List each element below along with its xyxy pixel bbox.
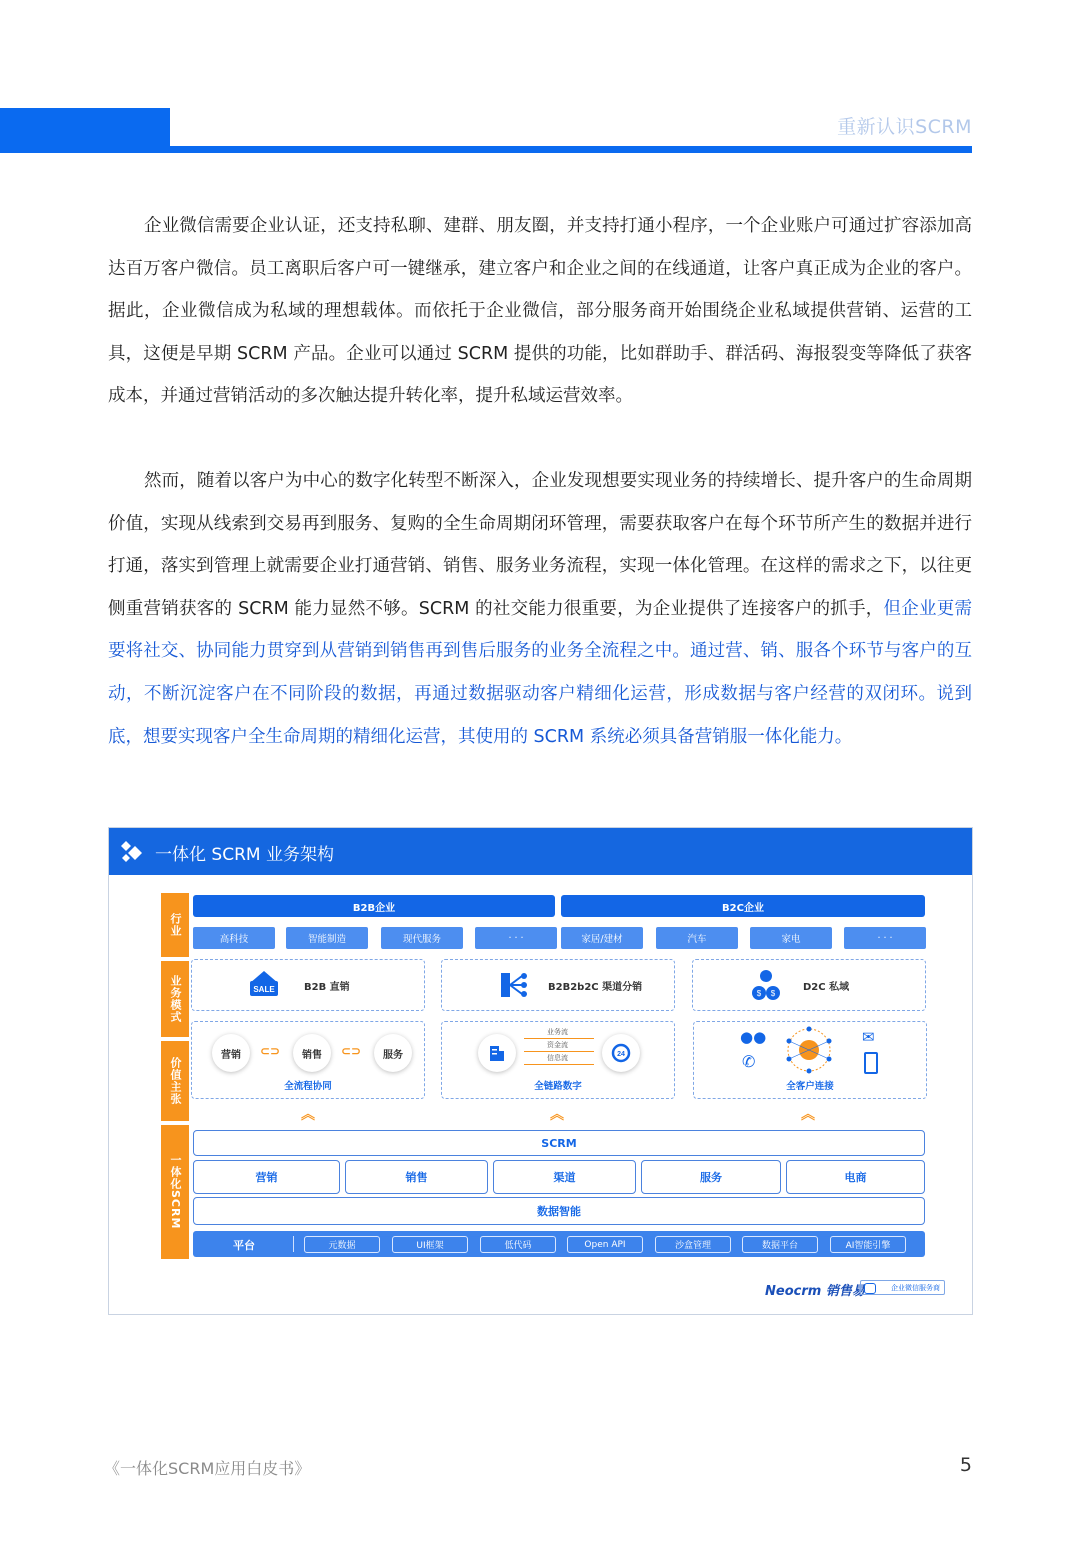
value-process-collab: [191, 1021, 425, 1099]
svg-text:$: $: [770, 989, 776, 998]
paragraph-1: 企业微信需要企业认证，还支持私聊、建群、朋友圈，并支持打通小程序，一个企业账户可通过扩容添加高达百万客户微信。员工离职后客户可一键继承，建立客户和企业之间的在线通道，让客户真正成为企业的客户。据此，企业微信成为私域的理想载体。而依托于企业微信，部分服务商开始围绕企业私域提供营销、运营的工具，这便是早期 SCRM 产品。企业可以通过 SCRM 提供的功能，比如群助手、群活码、海报裂变等降低了获客成本，并通过营销活动的多次触达提升转化率，提升私域运营效率。: [108, 216, 972, 407]
industry-chip: 现代服务: [381, 927, 463, 949]
platform-tag: 沙盒管理: [655, 1236, 731, 1253]
value-caption: 全客户连接: [786, 1081, 834, 1092]
platform-label: 平台: [233, 1239, 255, 1252]
data-intelligence-bar: 数据智能: [193, 1197, 925, 1225]
platform-bar: [193, 1231, 925, 1257]
figure-header: [109, 828, 972, 875]
architecture-figure: [108, 827, 973, 1315]
module-box: 渠道: [493, 1160, 636, 1194]
scrm-bar: SCRM: [193, 1130, 925, 1156]
side-label-industry: 行业: [161, 893, 189, 957]
platform-tag: 低代码: [480, 1236, 556, 1253]
svg-text:24: 24: [617, 1051, 625, 1058]
paragraph-2: [108, 460, 972, 758]
diamond-logo-icon: [120, 837, 148, 865]
value-digital-chain: [441, 1021, 675, 1099]
channel-network-icon: [498, 970, 532, 1000]
header-title: 重新认识SCRM: [837, 116, 972, 138]
link-icon: ⊂⊃: [341, 1044, 362, 1058]
wecom-provider-badge: [860, 1280, 945, 1295]
value-caption: 全流程协同: [284, 1081, 332, 1092]
paragraph-2-highlight: 但企业更需要将社交、协同能力贯穿到从营销到销售再到售后服务的业务全流程之中。通过营、销、服各个环节与客户的互动，不断沉淀客户在不同阶段的数据，再通过数据驱动客户精细化运营，形成数据与客户经营的双闭环。说到底，想要实现客户全生命周期的精细化运营，其使用的 SCRM 系统必须具备营销服一体化能力。: [108, 598, 973, 747]
industry-chip: 汽车: [656, 927, 738, 949]
module-box: 营销: [193, 1160, 340, 1194]
step-marketing: 营销: [212, 1034, 250, 1072]
page-number: 5: [959, 1454, 972, 1476]
platform-tag: Open API: [567, 1236, 643, 1253]
badge-label: 企业微信服务商: [891, 1283, 940, 1292]
industry-chip: · · ·: [844, 927, 926, 949]
platform-tag: AI智能引擎: [830, 1236, 906, 1253]
flow-label: 信息流: [547, 1054, 568, 1062]
brand-logo: Neocrm 销售易: [765, 1284, 865, 1299]
mode-d2c-private: [692, 959, 926, 1011]
building-icon: [478, 1034, 516, 1072]
svg-text:$: $: [756, 989, 762, 998]
value-caption: 全链路数字: [534, 1081, 582, 1092]
value-customer-connect: [693, 1021, 927, 1099]
step-sales: 销售: [293, 1034, 331, 1072]
figure-title: 一体化 SCRM 业务架构: [155, 845, 334, 865]
phone-icon: ✆: [742, 1052, 756, 1071]
module-box: 电商: [786, 1160, 925, 1194]
industry-chip: 家电: [750, 927, 832, 949]
header-rule: [0, 146, 972, 153]
footer-book-title: 《一体化SCRM应用白皮书》: [104, 1459, 311, 1478]
mail-icon: ✉: [862, 1028, 875, 1046]
flow-arrow: [524, 1051, 594, 1052]
mode-b2b-direct: [191, 959, 425, 1011]
mode-label: B2B2b2C 渠道分销: [548, 982, 643, 993]
side-label-business-model: 业务模式: [161, 961, 189, 1037]
platform-tag: UI框架: [392, 1236, 468, 1253]
service-24-icon: [602, 1034, 640, 1072]
paragraph-2-normal: 然而，随着以客户为中心的数字化转型不断深入，企业发现想要实现业务的持续增长、提升客户的生命周期价值，实现从线索到交易再到服务、复购的全生命周期闭环管理，需要获取客户在每个环节所产生的数据并进行打通，落实到管理上就需要企业打通营销、销售、服务业务流程，实现一体化管理。在这样的需求之下，以往更侧重营销获客的 SCRM 能力显然不够。SCRM 的社交能力很重要，为企业提供了连接客户的抓手，: [108, 471, 972, 619]
mode-channel-distribution: [441, 959, 675, 1011]
wechat-icon: ●●: [740, 1028, 767, 1046]
industry-chip: 家居/建材: [561, 927, 643, 949]
flow-label: 资金流: [547, 1041, 568, 1049]
mode-label: D2C 私域: [803, 982, 850, 993]
flow-arrow: [524, 1038, 594, 1039]
side-label-value: 价值主张: [161, 1041, 189, 1121]
industry-chip: 智能制造: [286, 927, 368, 949]
chevron-up-icon: ︽: [801, 1107, 815, 1123]
network-people-icon: [780, 1026, 838, 1074]
chat-icon: [864, 1283, 876, 1294]
step-service: 服务: [374, 1034, 412, 1072]
side-label-scrm: 一体化SCRM: [161, 1125, 189, 1259]
link-icon: ⊂⊃: [260, 1044, 281, 1058]
industry-chip: 高科技: [193, 927, 275, 949]
platform-tag: 元数据: [304, 1236, 380, 1253]
mobile-icon: [864, 1052, 878, 1074]
coins-icon: [750, 968, 782, 1002]
chevron-up-icon: ︽: [550, 1107, 564, 1123]
mode-label: B2B 直销: [304, 982, 350, 993]
industry-chip: · · ·: [475, 927, 557, 949]
flow-arrow: [524, 1064, 594, 1065]
module-box: 服务: [641, 1160, 781, 1194]
sale-tag-icon: [247, 969, 281, 1001]
platform-tag: 数据平台: [742, 1236, 818, 1253]
svg-text:SALE: SALE: [253, 985, 275, 994]
b2b-enterprise-bar: B2B企业: [193, 895, 555, 917]
b2c-enterprise-bar: B2C企业: [561, 895, 925, 917]
flow-label: 业务流: [547, 1028, 568, 1036]
module-box: 销售: [345, 1160, 488, 1194]
platform-divider: [293, 1236, 294, 1252]
chevron-up-icon: ︽: [301, 1107, 315, 1123]
